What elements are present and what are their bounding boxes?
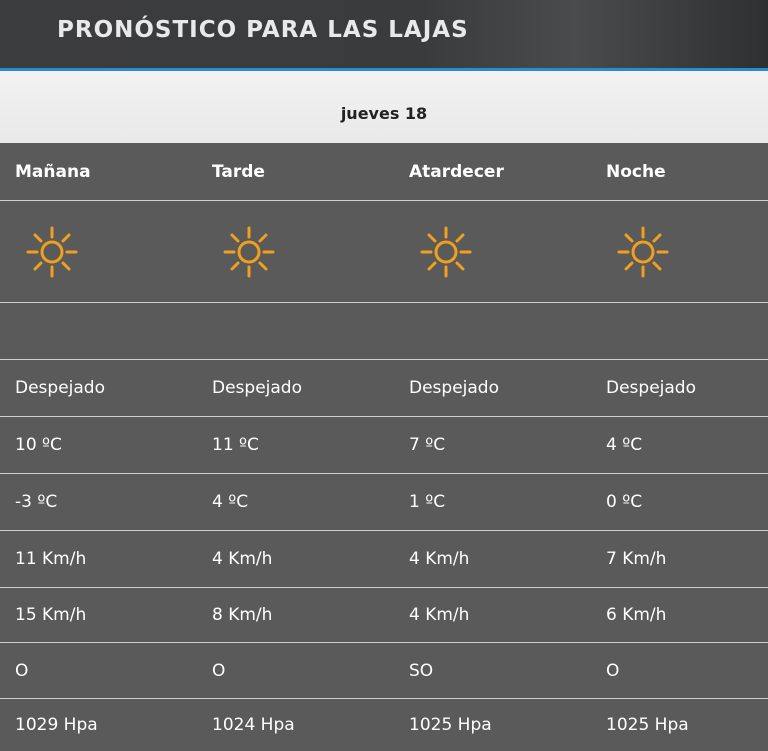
weather-icon-row — [0, 200, 768, 302]
temp-max: 4 ºC — [606, 435, 643, 455]
empty-row — [0, 302, 768, 359]
temp-min: -3 ºC — [15, 492, 58, 512]
wind-direction: O — [212, 660, 226, 681]
sun-icon — [617, 201, 669, 302]
sun-icon — [223, 201, 275, 302]
pressure: 1029 Hpa — [15, 715, 98, 735]
period-header: Tarde — [212, 161, 265, 182]
temp-max-row — [0, 416, 768, 473]
pressure: 1025 Hpa — [409, 715, 492, 735]
sky-condition: Despejado — [409, 378, 499, 398]
wind-speed: 7 Km/h — [606, 549, 667, 569]
sky-condition: Despejado — [15, 378, 105, 398]
period-header: Noche — [606, 161, 666, 182]
temp-min-row — [0, 473, 768, 530]
wind-gust: 4 Km/h — [409, 605, 470, 625]
day-label: jueves 18 — [340, 104, 428, 123]
sky-condition: Despejado — [212, 378, 302, 398]
wind-gust: 6 Km/h — [606, 605, 667, 625]
wind-direction: O — [606, 660, 620, 681]
sky-condition-row — [0, 359, 768, 416]
wind-speed: 4 Km/h — [212, 549, 273, 569]
pressure: 1025 Hpa — [606, 715, 689, 735]
wind-gust-row — [0, 587, 768, 642]
wind-speed-row — [0, 530, 768, 587]
page-title: PRONÓSTICO PARA LAS LAJAS — [57, 17, 469, 43]
wind-gust: 15 Km/h — [15, 605, 87, 625]
wind-gust: 8 Km/h — [212, 605, 273, 625]
temp-min: 1 ºC — [409, 492, 446, 512]
wind-speed: 11 Km/h — [15, 549, 87, 569]
pressure-row — [0, 698, 768, 751]
wind-direction: O — [15, 660, 29, 681]
temp-max: 7 ºC — [409, 435, 446, 455]
sun-icon — [26, 201, 78, 302]
sky-condition: Despejado — [606, 378, 696, 398]
temp-max: 11 ºC — [212, 435, 259, 455]
day-band — [0, 71, 768, 143]
pressure: 1024 Hpa — [212, 715, 295, 735]
period-header: Mañana — [15, 161, 91, 182]
temp-min: 4 ºC — [212, 492, 249, 512]
period-header-row — [0, 143, 768, 200]
temp-max: 10 ºC — [15, 435, 62, 455]
temp-min: 0 ºC — [606, 492, 643, 512]
period-header: Atardecer — [409, 161, 504, 182]
page-header — [0, 0, 768, 68]
wind-direction: SO — [409, 660, 434, 681]
wind-direction-row — [0, 642, 768, 698]
wind-speed: 4 Km/h — [409, 549, 470, 569]
sun-icon — [420, 201, 472, 302]
